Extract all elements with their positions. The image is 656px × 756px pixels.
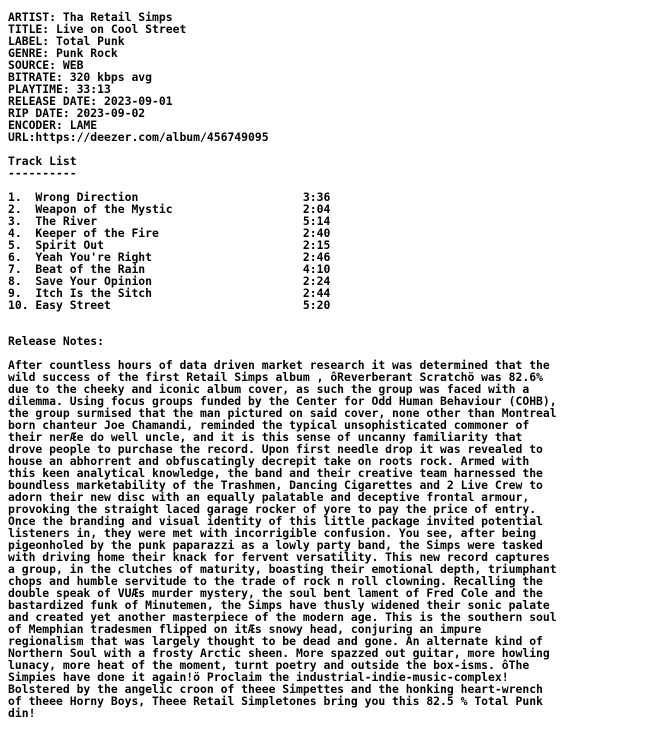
release-notes-line: the group surmised that the man pictured on said cover, none other than Montreal (8, 406, 557, 420)
track-list-heading (8, 155, 77, 179)
release-notes-line: due to the cheeky and iconic album cover, as such the group was faced with a (8, 382, 530, 396)
metadata-line: LABEL: Total Punk (8, 34, 125, 48)
release-notes-line: of Memphian tradesmen flipped on itÆs snowy head, conjuring an impure (8, 622, 482, 636)
track-row: 1. Wrong Direction 3:36 (8, 190, 331, 204)
release-notes-line: house an abhorrent and obfuscatingly decrepit take on roots rock. Armed with (8, 454, 530, 468)
release-notes-line: a group, in the clutches of maturity, boasting their emotional depth, triumphant (8, 562, 557, 576)
metadata-line: PLAYTIME: 33:13 (8, 82, 111, 96)
track-list-title: Track List (8, 154, 77, 168)
release-notes-line: this keen analytical knowledge, the band and their creative team harnessed the (8, 466, 543, 480)
release-notes-line: regionalism that was largely thought to be dead and gone. An alternate kind of (8, 634, 543, 648)
release-notes-line: wild success of the first Retail Simps album , ôReverberant Scratchö was 82.6% (8, 370, 543, 384)
track-list-underline: ---------- (8, 166, 77, 180)
release-notes-line: dilemma. Using focus groups funded by the Center for Odd Human Behaviour (COHB), (8, 394, 557, 408)
release-notes-line: pigeonholed by the punk paparazzi as a lowly party band, the Simps were tasked (8, 538, 543, 552)
track-row: 4. Keeper of the Fire 2:40 (8, 226, 331, 240)
metadata-line: TITLE: Live on Cool Street (8, 22, 187, 36)
release-notes-line: Once the branding and visual identity of this little package invited potential (8, 514, 543, 528)
release-notes-line: boundless marketability of the Trashmen, Dancing Cigarettes and 2 Live Crew to (8, 478, 543, 492)
release-notes-line: din! (8, 706, 36, 720)
metadata-line: URL:https://deezer.com/album/456749095 (8, 130, 269, 144)
release-notes-line: bastardized funk of Minutemen, the Simps have thusly widened their sonic palate (8, 598, 550, 612)
track-row: 7. Beat of the Rain 4:10 (8, 262, 331, 276)
metadata-line: ENCODER: LAME (8, 118, 98, 132)
release-notes-line: Northern Soul with a frosty Arctic sheen. More spazzed out guitar, more howling (8, 646, 550, 660)
track-row: 6. Yeah You're Right 2:46 (8, 250, 331, 264)
track-row: 8. Save Your Opinion 2:24 (8, 274, 331, 288)
release-notes-line: listeners in, they were met with incorrigible confusion. You see, after being (8, 526, 537, 540)
release-notes-body (8, 359, 557, 719)
release-notes-line: born chanteur Joe Chamandi, reminded the typical unsophisticated commoner of (8, 418, 530, 432)
release-notes-line: lunacy, more heat of the moment, turnt poetry and outside the box-isms. ôThe (8, 658, 530, 672)
release-notes-line: of theee Horny Boys, Theee Retail Simpletones bring you this 82.5 % Total Punk (8, 694, 543, 708)
release-notes-line: Simpies have done it again!ö Proclaim the industrial-indie-music-complex! (8, 670, 509, 684)
release-notes-line: After countless hours of data driven market research it was determined that the (8, 358, 550, 372)
metadata-block (8, 11, 269, 143)
metadata-line: GENRE: Punk Rock (8, 46, 118, 60)
release-notes-line: provoking the straight laced garage rocker of yore to pay the price of entry. (8, 502, 537, 516)
release-notes-line: drove people to purchase the record. Upon first needle drop it was revealed to (8, 442, 543, 456)
track-row: 10. Easy Street 5:20 (8, 298, 331, 312)
metadata-line: SOURCE: WEB (8, 58, 84, 72)
release-notes-line: with driving home their knack for fervent versatility. This new record captures (8, 550, 550, 564)
metadata-line: RELEASE DATE: 2023-09-01 (8, 94, 173, 108)
metadata-line: BITRATE: 320 kbps avg (8, 70, 153, 84)
track-row: 3. The River 5:14 (8, 214, 331, 228)
release-notes-line: Bolstered by the angelic croon of theee Simpettes and the honking heart-wrench (8, 682, 543, 696)
release-notes-heading: Release Notes: (8, 334, 105, 348)
release-notes-line: chops and humble servitude to the trade of rock n roll clowning. Recalling the (8, 574, 543, 588)
track-list (8, 191, 330, 311)
metadata-line: RIP DATE: 2023-09-02 (8, 106, 146, 120)
release-notes-line: adorn their new disc with an equally palatable and deceptive frontal armour, (8, 490, 530, 504)
track-row: 5. Spirit Out 2:15 (8, 238, 331, 252)
release-notes-line: their nerÆe do well uncle, and it is this sense of uncanny familiarity that (8, 430, 523, 444)
track-row: 2. Weapon of the Mystic 2:04 (8, 202, 331, 216)
release-notes-line: and created yet another masterpiece of the modern age. This is the southern soul (8, 610, 557, 624)
track-row: 9. Itch Is the Sitch 2:44 (8, 286, 331, 300)
release-notes-line: double speak of VUÆs murder mystery, the soul bent lament of Fred Cole and the (8, 586, 543, 600)
metadata-line: ARTIST: Tha Retail Simps (8, 10, 173, 24)
